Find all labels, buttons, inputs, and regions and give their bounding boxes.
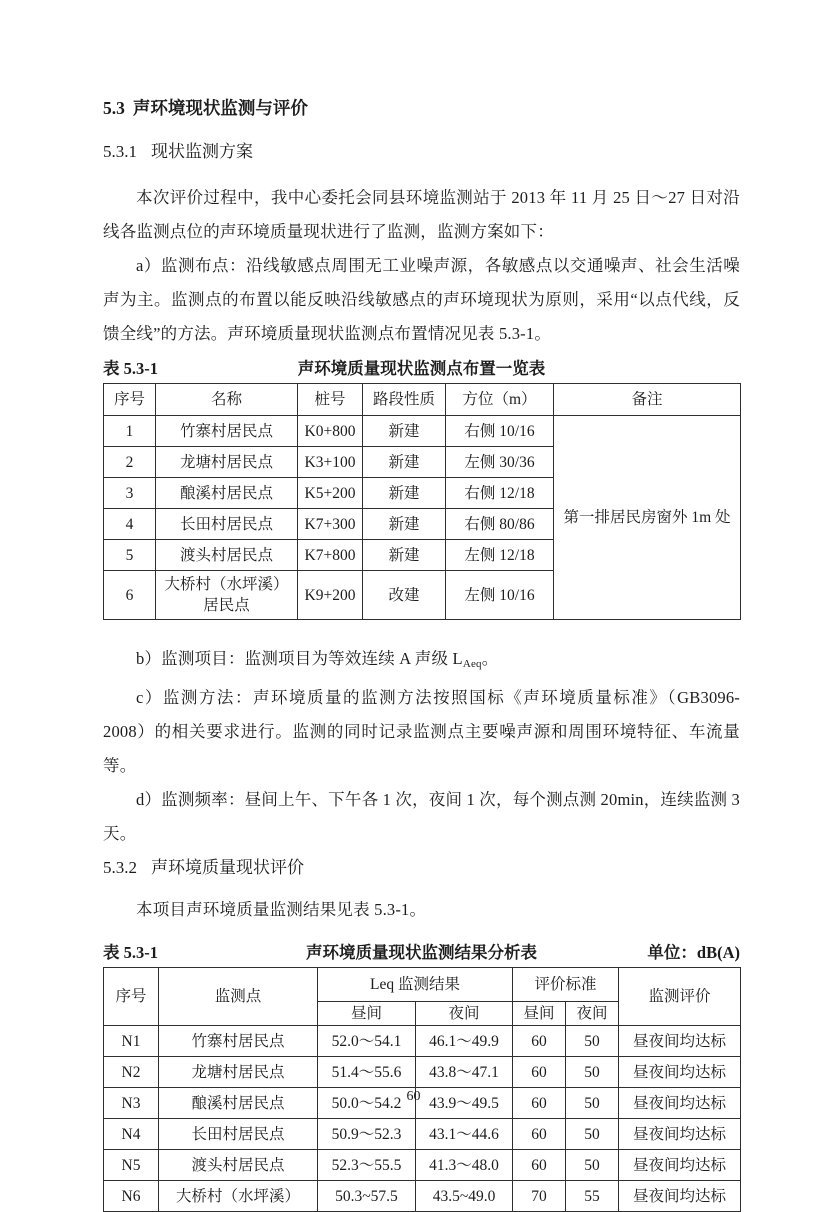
cell-name: 长田村居民点: [156, 509, 298, 540]
cell-name: 竹寨村居民点: [156, 416, 298, 447]
cell-leq-day: 50.0～54.2: [318, 1088, 416, 1119]
cell-std-day: 60: [513, 1026, 566, 1057]
cell-leq-night: 41.3～48.0: [416, 1150, 513, 1181]
cell-index: N5: [104, 1150, 159, 1181]
header-cell: 路段性质: [363, 384, 446, 416]
cell-name: 龙塘村居民点: [156, 447, 298, 478]
cell-stake: K0+800: [298, 416, 363, 447]
cell-leq-day: 50.3~57.5: [318, 1181, 416, 1212]
cell-stake: K5+200: [298, 478, 363, 509]
header-cell-day: 昼间: [513, 1002, 566, 1026]
table-row: [104, 1150, 741, 1181]
cell-leq-night: 43.8～47.1: [416, 1057, 513, 1088]
cell-position: 右侧 12/18: [446, 478, 554, 509]
header-cell-standard-group: 评价标准: [513, 968, 619, 1002]
cell-index: 1: [104, 416, 156, 447]
cell-position: 左侧 10/16: [446, 571, 554, 620]
table2-unit: 单位：dB(A): [647, 943, 740, 962]
header-cell: 桩号: [298, 384, 363, 416]
cell-position: 右侧 80/86: [446, 509, 554, 540]
cell-leq-day: 50.9～52.3: [318, 1119, 416, 1150]
cell-leq-day: 52.3～55.5: [318, 1150, 416, 1181]
cell-position: 左侧 30/36: [446, 447, 554, 478]
cell-road-type: 新建: [363, 478, 446, 509]
cell-std-night: 50: [566, 1057, 619, 1088]
page-number: 60: [406, 1089, 421, 1104]
cell-point: 酿溪村居民点: [159, 1088, 318, 1119]
paragraph-monitoring-layout: a）监测布点：沿线敏感点周围无工业噪声源，各敏感点以交通噪声、社会生活噪声为主。监测点的布置以能反映沿线敏感点的声环境现状为原则，采用“以点代线，反馈全线”的方法。声环境质量现状监测点布置情况见表 5.3-1。: [103, 256, 740, 343]
section-number: 5.3.1: [103, 142, 137, 161]
table-header-row: [104, 968, 741, 1002]
cell-index: N6: [104, 1181, 159, 1212]
cell-index: N4: [104, 1119, 159, 1150]
cell-index: 4: [104, 509, 156, 540]
paragraph-result-reference: 本项目声环境质量监测结果见表 5.3-1。: [136, 900, 427, 919]
cell-road-type: 新建: [363, 416, 446, 447]
section-heading-5-3-2: [103, 857, 740, 879]
cell-std-night: 50: [566, 1088, 619, 1119]
cell-leq-day: 52.0～54.1: [318, 1026, 416, 1057]
header-cell: 序号: [104, 384, 156, 416]
cell-point: 大桥村（水坪溪）: [159, 1181, 318, 1212]
cell-road-type: 新建: [363, 447, 446, 478]
cell-remark: 第一排居民房窗外 1m 处: [554, 416, 741, 620]
cell-point: 渡头村居民点: [159, 1150, 318, 1181]
cell-name: 渡头村居民点: [156, 540, 298, 571]
table-row: [104, 1181, 741, 1212]
cell-eval: 昼夜间均达标: [619, 1150, 741, 1181]
cell-point: 龙塘村居民点: [159, 1057, 318, 1088]
cell-eval: 昼夜间均达标: [619, 1181, 741, 1212]
header-cell: 备注: [554, 384, 741, 416]
cell-index: 3: [104, 478, 156, 509]
header-cell-leq-group: Leq 监测结果: [318, 968, 513, 1002]
cell-eval: 昼夜间均达标: [619, 1026, 741, 1057]
header-cell: 名称: [156, 384, 298, 416]
cell-std-day: 70: [513, 1181, 566, 1212]
cell-std-night: 50: [566, 1119, 619, 1150]
cell-index: N3: [104, 1088, 159, 1119]
section-number: 5.3: [103, 98, 125, 118]
cell-std-day: 60: [513, 1119, 566, 1150]
cell-stake: K9+200: [298, 571, 363, 620]
table-row: [104, 1026, 741, 1057]
header-cell-point: 监测点: [159, 968, 318, 1026]
cell-eval: 昼夜间均达标: [619, 1088, 741, 1119]
paragraph-monitoring-frequency: d）监测频率：昼间上午、下午各 1 次，夜间 1 次，每个测点测 20min，连续监测 3 天。: [103, 790, 740, 843]
section-heading-5-3: [103, 97, 740, 119]
cell-road-type: 新建: [363, 509, 446, 540]
cell-index: 6: [104, 571, 156, 620]
table2-caption: [103, 942, 740, 964]
section-number: 5.3.2: [103, 858, 137, 877]
cell-stake: K7+800: [298, 540, 363, 571]
header-cell-eval: 监测评价: [619, 968, 741, 1026]
cell-index: 2: [104, 447, 156, 478]
cell-road-type: 新建: [363, 540, 446, 571]
header-cell-day: 昼间: [318, 1002, 416, 1026]
table-row: [104, 1119, 741, 1150]
paragraph-monitoring-method: c）监测方法：声环境质量的监测方法按照国标《声环境质量标准》（GB3096-2008）的相关要求进行。监测的同时记录监测点主要噪声源和周围环境特征、车流量等。: [103, 688, 740, 775]
cell-eval: 昼夜间均达标: [619, 1057, 741, 1088]
cell-name: 大桥村（水坪溪）居民点: [156, 571, 298, 620]
cell-leq-day: 51.4～55.6: [318, 1057, 416, 1088]
table2-label: 表 5.3-1: [103, 943, 158, 962]
cell-leq-night: 43.1～44.6: [416, 1119, 513, 1150]
cell-index: N1: [104, 1026, 159, 1057]
monitoring-points-table: [103, 383, 741, 620]
cell-std-night: 50: [566, 1026, 619, 1057]
cell-std-night: 55: [566, 1181, 619, 1212]
paragraph-monitoring-item: [103, 642, 740, 681]
header-cell: 方位（m）: [446, 384, 554, 416]
table-header-row: [104, 384, 741, 416]
document-content: [103, 97, 740, 1212]
section-heading-5-3-1: [103, 141, 740, 163]
cell-road-type: 改建: [363, 571, 446, 620]
table1-title: 声环境质量现状监测点布置一览表: [297, 359, 546, 378]
table1-caption: [103, 358, 740, 380]
cell-name: 酿溪村居民点: [156, 478, 298, 509]
paragraph-intro: 本次评价过程中，我中心委托会同县环境监测站于 2013 年 11 月 25 日～27 日对沿线各监测点位的声环境质量现状进行了监测，监测方案如下：: [103, 188, 740, 241]
cell-std-day: 60: [513, 1088, 566, 1119]
section-title: 现状监测方案: [151, 142, 253, 161]
cell-std-day: 60: [513, 1057, 566, 1088]
header-cell-night: 夜间: [416, 1002, 513, 1026]
paragraph-text: 。: [481, 649, 499, 668]
cell-stake: K3+100: [298, 447, 363, 478]
section-title: 声环境质量现状评价: [151, 858, 304, 877]
cell-position: 右侧 10/16: [446, 416, 554, 447]
cell-position: 左侧 12/18: [446, 540, 554, 571]
table2-title: 声环境质量现状监测结果分析表: [306, 943, 537, 962]
cell-leq-night: 43.5~49.0: [416, 1181, 513, 1212]
header-cell-night: 夜间: [566, 1002, 619, 1026]
subscript-aeq: Aeq: [462, 658, 482, 670]
cell-stake: K7+300: [298, 509, 363, 540]
table-row: [104, 416, 741, 447]
cell-leq-night: 46.1～49.9: [416, 1026, 513, 1057]
cell-point: 竹寨村居民点: [159, 1026, 318, 1057]
cell-eval: 昼夜间均达标: [619, 1119, 741, 1150]
table1-label: 表 5.3-1: [103, 359, 158, 378]
cell-index: N2: [104, 1057, 159, 1088]
cell-std-day: 60: [513, 1150, 566, 1181]
cell-std-night: 50: [566, 1150, 619, 1181]
cell-leq-night: 43.9～49.5: [416, 1088, 513, 1119]
cell-index: 5: [104, 540, 156, 571]
paragraph-text: b）监测项目：监测项目为等效连续 A 声级 L: [136, 649, 463, 668]
table-row: [104, 1057, 741, 1088]
cell-point: 长田村居民点: [159, 1119, 318, 1150]
header-cell-index: 序号: [104, 968, 159, 1026]
section-title: 声环境现状监测与评价: [132, 98, 308, 118]
